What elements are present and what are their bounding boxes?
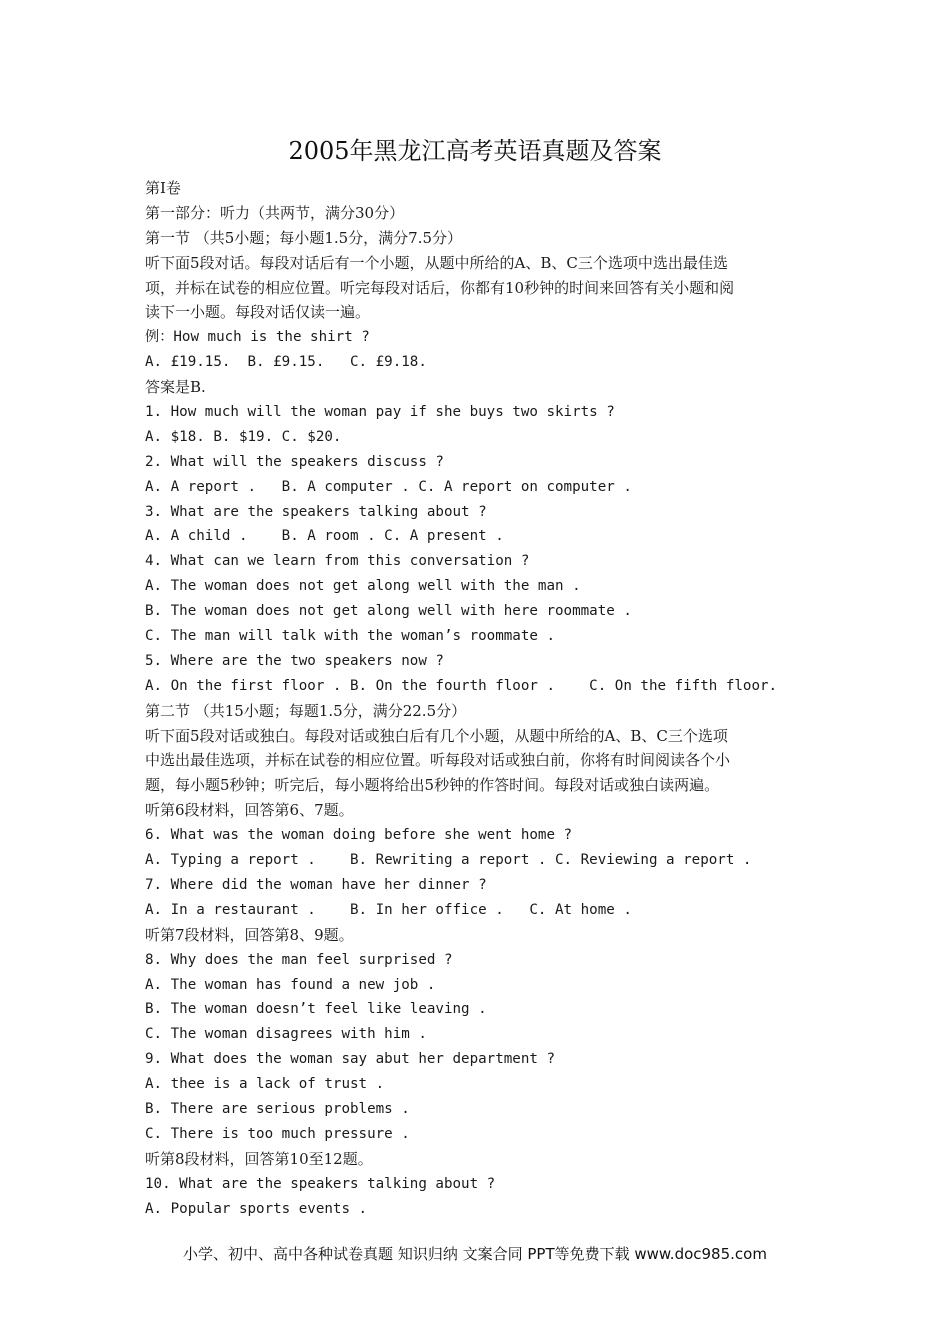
instruction-line: 读下一小题。每段对话仅读一遍。 <box>145 303 371 322</box>
section-heading: 第Ⅰ卷 <box>145 179 181 197</box>
question-line: 7. Where did the woman have her dinner ? <box>145 876 487 893</box>
section-heading: 第二节 （共15小题；每题1.5分，满分22.5分） <box>145 701 467 720</box>
document-title: 2005年黑龙江高考英语真题及答案 <box>288 137 662 165</box>
question-line: 4. What can we learn from this conversation ? <box>145 553 530 570</box>
option-line: B. There are serious problems . <box>145 1100 410 1117</box>
instruction-line: 项，并标在试卷的相应位置。听完每段对话后，你都有10秒钟的时间来回答有关小题和阅 <box>145 278 735 297</box>
instruction-line: 题，每小题5秒钟；听完后，每小题将给出5秒钟的作答时间。每段对话或独白读两遍。 <box>145 776 720 795</box>
question-line: 8. Why does the man feel surprised ? <box>145 951 453 968</box>
option-line: C. The man will talk with the woman’s roommate . <box>145 628 555 645</box>
option-line: A. The woman does not get along well with the man . <box>145 578 581 595</box>
option-line: A. thee is a lack of trust . <box>145 1076 385 1093</box>
instruction-line: 中选出最佳选项，并标在试卷的相应位置。听每段对话或独白前，你将有时间阅读各个小 <box>145 751 731 770</box>
material-heading: 听第7段材料，回答第8、9题。 <box>145 925 354 944</box>
instruction-line: 听下面5段对话。每段对话后有一个小题，从题中所给的A、B、C三个选项中选出最佳选 <box>145 253 728 272</box>
question-line: 6. What was the woman doing before she went home ? <box>145 827 573 844</box>
material-heading: 听第6段材料，回答第6、7题。 <box>145 801 354 820</box>
instruction-line: 听下面5段对话或独白。每段对话或独白后有几个小题，从题中所给的A、B、C三个选项 <box>145 726 728 745</box>
option-line: C. The woman disagrees with him . <box>145 1026 427 1043</box>
option-line: B. The woman doesn’t feel like leaving . <box>145 1001 487 1018</box>
option-line: A. $18. B. $19. C. $20. <box>145 428 342 445</box>
option-line: A. The woman has found a new job . <box>145 976 436 993</box>
example-question: 例：How much is the shirt ? <box>145 329 370 346</box>
question-line: 3. What are the speakers talking about ? <box>145 503 487 520</box>
option-line: A. Popular sports events . <box>145 1200 368 1217</box>
question-line: 9. What does the woman say abut her department ? <box>145 1051 555 1068</box>
question-line: 2. What will the speakers discuss ? <box>145 453 444 470</box>
material-heading: 听第8段材料，回答第10至12题。 <box>145 1149 373 1168</box>
option-line: A. A report . B. A computer . C. A report on computer . <box>145 478 632 495</box>
question-line: 5. Where are the two speakers now ? <box>145 652 444 669</box>
question-line: 10. What are the speakers talking about ? <box>145 1175 496 1192</box>
section-heading: 第一节 （共5小题；每小题1.5分，满分7.5分） <box>145 228 463 247</box>
option-line: C. There is too much pressure . <box>145 1125 410 1142</box>
option-line: A. In a restaurant . B. In her office . C. At home . <box>145 901 632 918</box>
option-line: A. Typing a report . B. Rewriting a report . C. Reviewing a report . <box>145 852 752 869</box>
option-line: B. The woman does not get along well with here roommate . <box>145 603 632 620</box>
option-line: A. A child . B. A room . C. A present . <box>145 528 504 545</box>
document-body <box>145 176 815 1221</box>
example-answer: 答案是B. <box>145 378 206 397</box>
question-line: 1. How much will the woman pay if she buys two skirts ? <box>145 404 615 421</box>
page-footer: 小学、初中、高中各种试卷真题 知识归纳 文案合同 PPT等免费下载 www.doc985.com <box>183 1245 767 1263</box>
option-line: A. On the first floor . B. On the fourth floor . C. On the fifth floor. <box>145 677 778 694</box>
example-options: A. £19.15. B. £9.15. C. £9.18. <box>145 354 427 371</box>
part-heading: 第一部分：听力（共两节，满分30分） <box>145 203 405 222</box>
